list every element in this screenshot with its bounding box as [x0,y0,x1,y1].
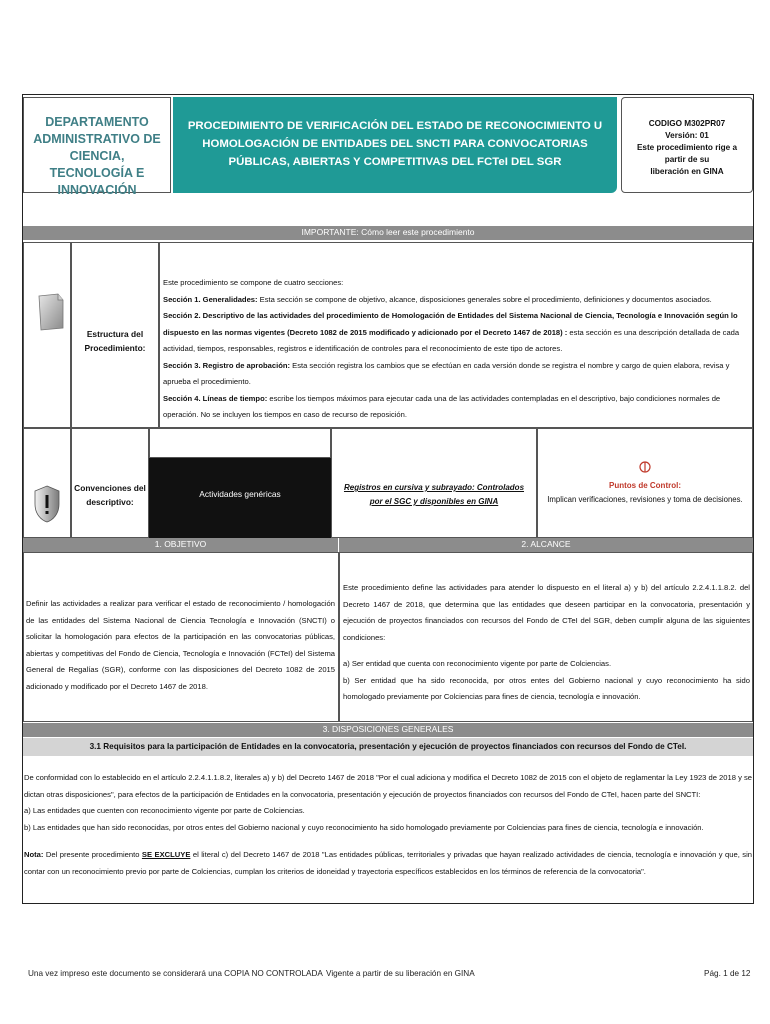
code-line-4: liberación en GINA [650,167,724,176]
code-line-3: Este procedimiento rige a partir de su [636,143,738,164]
code-line-1: CODIGO M302PR07 [648,119,726,128]
department-logo [23,97,171,197]
puntos-control-text: Implican verificaciones, revisiones y toma de decisiones. [547,495,743,504]
registros-text: Registros en cursiva y subrayado: Controlados por el SGC y disponibles en GINA [343,483,525,506]
actividades-genericas-cell: Actividades genéricas [149,458,331,538]
objetivo-text: Definir las actividades a realizar para verificar el estado de reconocimiento / homologación de las entidades del Sistema Nacional de Ciencia Tecnología e Innovación (SNCTI) o solicitar la homologación para efectos de la participación en las convocatorias públicas, abiertas y competitivas del Fondo de Ciencia, Tecnología e Innovación (FCTeI) del Sistema General de Regalías (SGR), conforme con las disposiciones del Decreto 1082 de 2015 adicionado y modificado por el Decreto 1467 de 2018. [23,552,339,722]
disposiciones-header: 3. DISPOSICIONES GENERALES [23,723,753,737]
alcance-content [339,552,753,722]
disposiciones-p2: a) Las entidades que cuenten con reconocimiento vigente por parte de Colciencias. [24,806,305,815]
estructura-label: Estructura del Procedimiento: [71,242,159,428]
estructura-seccion-3: Sección 3. Registro de aprobación: Esta sección registra los cambios que se efectúan en cada versión donde se registra el nombre y cargo de quien elabora, revisa y aprueba el procedimiento. [163,360,730,386]
document-code-box [621,97,753,193]
disposiciones-content [24,770,752,880]
alcance-header: 2. ALCANCE [339,538,753,552]
convenciones-label: Convenciones del descriptivo: [71,428,149,538]
footer-page-number: Pág. 1 de 12 [704,969,751,978]
alcance-text: Este procedimiento define las actividades para atender lo dispuesto en el literal a) y b) del artículo 2.2.4.1.1.8.2. del Decreto 1467 de 2018, que determina que las entidades que deseen participar en la convocatoria, presentación y ejecución de proyectos financiados con recursos del Fondo de CTeI del SGR, deben cumplir alguna de las siguientes condiciones: [343,583,750,642]
puntos-control-title: Puntos de Control: [609,481,681,490]
estructura-intro: Este procedimiento se compone de cuatro secciones: [163,278,344,287]
code-line-2: Versión: 01 [665,131,709,140]
objetivo-header: 1. OBJETIVO [23,538,338,552]
estructura-icon-cell [23,242,71,428]
disposiciones-p1: De conformidad con lo establecido en el artículo 2.2.4.1.1.8.2, literales a) y b) del Decreto 1467 de 2018 "Por el cual adiciona y modifica el Decreto 1082 de 2015 con el objeto de reglamentar la Ley 1923 de 2018 y se dictan otras disposiciones", para efectos de la participación de Entidades en la convocatoria, presentación y ejecución de proyectos financiados con recursos del Fondo de CTeI, hacen parte del SNCTI: [24,773,752,799]
footer-copy-notice: Una vez impreso este documento se considerará una COPIA NO CONTROLADA [28,969,323,978]
estructura-seccion-2: Sección 2. Descriptivo de las actividades del procedimiento de Homologación de Entidades del Sistema Nacional de Ciencia, Tecnología e Innovación según lo dispuesto en las normas vigentes (Decreto 1082 de 2015 modificado y adicionado por el Decreto 1467 de 2018) : esta sección es una descripción detallada de cada actividad, tiempos, responsables, registros e identificación de controles para el reconocimiento de este tipo de actores. [163,311,740,353]
registros-cell [331,428,537,538]
convenciones-blank-cell [149,428,331,458]
footer-validity: Vigente a partir de su liberación en GINA [326,969,475,978]
disposiciones-p3: b) Las entidades que han sido reconocidas, por otros entes del Gobierno nacional y cuyo reconocimiento ha sido homologado previamente por Colciencias para fines de ciencia, tecnología e innovación. [24,822,704,832]
control-point-icon [639,460,651,474]
logo-line-2: ADMINISTRATIVO DE CIENCIA, [33,132,161,163]
logo-line-3: TECNOLOGÍA E INNOVACIÓN [49,166,145,197]
estructura-seccion-4: Sección 4. Líneas de tiempo: escribe los tiempos máximos para ejecutar cada una de las actividades contempladas en el descriptivo, bajo condiciones normales de operación. No se incluyen los tiempos en caso de recurso de reposición. [163,393,721,419]
folder-document-icon [36,292,66,332]
estructura-seccion-1: Sección 1. Generalidades: Esta sección se compone de objetivo, alcance, disposiciones generales sobre el procedimiento, definiciones y documentos asociados. [163,294,712,304]
puntos-control-cell [537,428,753,538]
alcance-item-b: b) Ser entidad que ha sido reconocida, por otros entes del Gobierno nacional y cuyo reconocimiento ha sido homologado previamente por Colciencias para fines de ciencia, tecnología e innovación. [343,675,750,701]
disposiciones-nota: Nota: Del presente procedimiento SE EXCLUYE el literal c) del Decreto 1467 de 2018 "Las entidades públicas, territoriales y privadas que hayan realizado actividades de ciencia, tecnología e innovación y que, sin contar con un reconocimiento previo por parte de Colciencias, cumplan los criterios de idoneidad y trayectoria específicos establecidos en los términos de referencia de la convocatoria". [24,850,752,876]
shield-icon [33,484,61,524]
importante-bar: IMPORTANTE: Cómo leer este procedimiento [23,226,753,240]
estructura-description [159,242,753,428]
disposiciones-subtitle: 3.1 Requisitos para la participación de Entidades en la convocatoria, presentación y ejecución de proyectos financiados con recursos del Fondo de CTeI. [23,738,753,756]
procedure-title: PROCEDIMIENTO DE VERIFICACIÓN DEL ESTADO DE RECONOCIMIENTO U HOMOLOGACIÓN DE ENTIDADES DEL SNCTI PARA CONVOCATORIAS PÚBLICAS, ABIERTAS Y COMPETITIVAS DEL FCTeI DEL SGR [173,97,617,193]
alcance-item-a: a) Ser entidad que cuenta con reconocimiento vigente por parte de Colciencias. [343,659,612,668]
logo-line-1: DEPARTAMENTO [45,115,149,129]
